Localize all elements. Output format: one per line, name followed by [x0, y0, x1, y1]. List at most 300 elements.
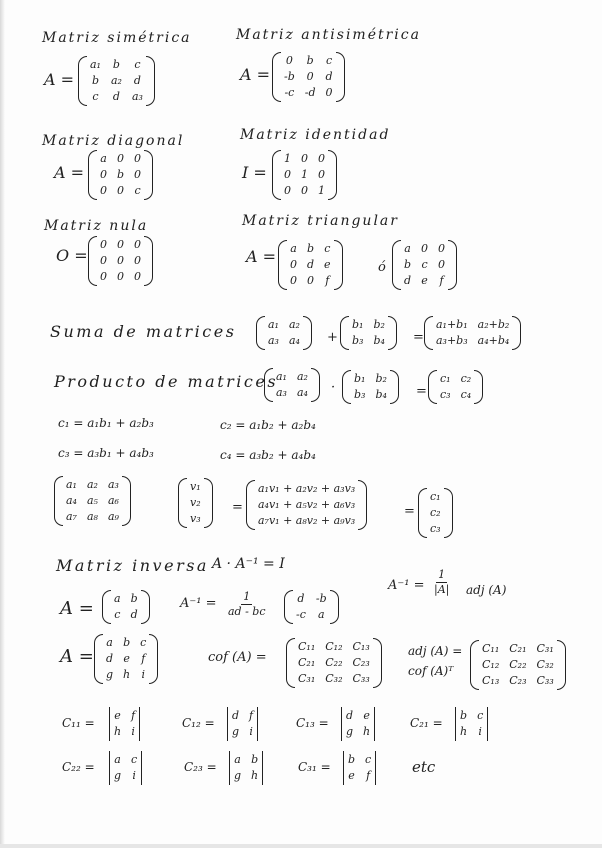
matrix-entry: g — [106, 668, 114, 681]
matrix-entry: a₁ — [276, 370, 287, 383]
matrix-entry: b — [123, 636, 131, 649]
bracket-left — [88, 236, 97, 286]
matrix-entry: 0 — [438, 258, 446, 271]
matrix-entry: a₁ — [268, 318, 279, 331]
matrix-entry: C₁₂ — [482, 658, 500, 671]
bracket-right — [374, 707, 375, 741]
matrix-entry: C₁₃ — [482, 674, 500, 687]
matrix-entry: C₁₂ — [325, 640, 343, 653]
matrix-entries — [111, 707, 138, 741]
bracket-left — [227, 707, 228, 741]
bracket-left — [392, 240, 401, 290]
matrix-entry: a₇ — [66, 510, 77, 523]
matrix-entry: -d — [304, 86, 316, 99]
matrix-entries — [273, 368, 311, 402]
cofactor-c23-determinant — [228, 751, 264, 785]
cofactor-c21-label: C₂₁ = — [410, 716, 443, 730]
sum-equals: = — [413, 330, 424, 345]
inverse-general-lhs: A⁻¹ = — [388, 578, 425, 593]
matrix-entry: b₄ — [373, 334, 385, 347]
matrix-entry: a — [404, 242, 411, 255]
matrix-entry: 0 — [325, 86, 333, 99]
matrix-entry: b — [348, 753, 356, 766]
symmetric-matrix — [78, 56, 155, 106]
matrix-entry: c — [421, 258, 428, 271]
sum-matrix-result — [424, 316, 521, 350]
matrix-entry: 0 — [318, 168, 325, 181]
matrix-entry: c — [134, 184, 141, 197]
bracket-right — [144, 236, 153, 286]
identity-lhs: I = — [242, 163, 267, 182]
matrix-entries — [457, 707, 486, 741]
bracket-left — [286, 638, 295, 688]
null-lhs: O = — [56, 246, 88, 265]
identity-matrix — [272, 150, 337, 200]
matrix-entry: v₂ — [190, 496, 201, 509]
product-matrix-result — [428, 370, 483, 404]
matrix-entry: i — [478, 725, 482, 738]
matrix-entry: b — [117, 168, 125, 181]
matrix-entry: h — [251, 769, 259, 782]
matrix-entry: f — [141, 652, 146, 665]
matrix-entry: d — [133, 74, 141, 87]
inverse-2x2-fraction — [228, 590, 266, 619]
bracket-left — [229, 751, 230, 785]
product-c4: c₄ = a₃b₂ + a₄b₄ — [220, 448, 316, 462]
matrix-entry: c — [131, 753, 138, 766]
product-matrix-vector-result — [246, 480, 367, 530]
heading-sum: Suma de matrices — [50, 322, 237, 341]
matrix-entry: b₁ — [354, 372, 366, 385]
matrix-entry: C₂₂ — [509, 658, 527, 671]
matrix-entry: a₄ — [66, 494, 77, 507]
bracket-right — [139, 707, 140, 741]
matrix-entry: C₂₂ — [325, 656, 343, 669]
inverse-general-denominator: |A| — [434, 583, 450, 596]
matrix-entry: 0 — [290, 274, 297, 287]
matrix-entry: a₃ — [276, 386, 287, 399]
matrix-entry: h — [363, 725, 371, 738]
bracket-right — [262, 751, 263, 785]
matrix-entries — [265, 316, 303, 350]
matrix-entry: a₄+b₄ — [477, 334, 510, 347]
matrix-entries — [103, 634, 149, 684]
bracket-right — [390, 370, 399, 404]
matrix-entry: C₂₁ — [298, 656, 316, 669]
matrix-entry: b — [307, 242, 315, 255]
matrix-entry: b — [251, 753, 259, 766]
matrix-entry: a — [290, 242, 297, 255]
matrix-entry: c — [324, 242, 331, 255]
matrix-entry: f — [439, 274, 444, 287]
matrix-entry: a₁ — [90, 58, 101, 71]
matrix-entries — [351, 370, 390, 404]
antisymmetric-lhs: A = — [240, 65, 271, 84]
matrix-entry: a₂+b₂ — [477, 318, 510, 331]
bracket-left — [341, 707, 342, 741]
product-matrix-3x3 — [54, 476, 131, 526]
matrix-entries — [97, 150, 144, 200]
diagonal-lhs: A = — [54, 163, 85, 182]
etc-note: etc — [412, 758, 436, 776]
bracket-left — [343, 751, 344, 785]
product-mv-equals: = — [232, 500, 243, 515]
matrix-entry: d — [106, 652, 114, 665]
product-dot: · — [331, 380, 336, 395]
triangular-lhs: A = — [246, 247, 277, 266]
bracket-right — [373, 638, 382, 688]
inverse-2x2-lhs: A = — [60, 598, 94, 619]
matrix-entry: d — [404, 274, 412, 287]
matrix-entry: e — [114, 709, 121, 722]
matrix-entry: a₁+b₁ — [436, 318, 468, 331]
matrix-entries — [293, 590, 330, 624]
heading-product: Producto de matrices — [54, 372, 279, 391]
cofactor-c31-label: C₃₁ = — [298, 760, 331, 774]
matrix-entry: b — [460, 709, 468, 722]
matrix-entry: 0 — [100, 184, 107, 197]
inverse-2x2-matrix — [102, 590, 150, 624]
matrix-entry: a₈ — [86, 510, 98, 523]
matrix-entries — [87, 56, 146, 106]
product-matrix-b — [342, 370, 399, 404]
bracket-right — [512, 316, 521, 350]
cofactor-c13-determinant — [340, 707, 376, 741]
adjugate-matrix — [470, 640, 566, 690]
matrix-entry: c₃ — [440, 388, 451, 401]
matrix-entry: C₂₃ — [509, 674, 527, 687]
cofactor-matrix — [286, 638, 382, 688]
matrix-entry: a — [106, 636, 113, 649]
matrix-entries — [479, 640, 557, 690]
heading-antisymmetric: Matriz antisimétrica — [236, 27, 421, 43]
matrix-entry: 0 — [100, 270, 107, 283]
matrix-entry: C₂₁ — [509, 642, 527, 655]
matrix-entry: 0 — [100, 254, 107, 267]
heading-inverse: Matriz inversa — [56, 556, 209, 575]
bracket-left — [272, 52, 281, 102]
matrix-entry: e — [363, 709, 370, 722]
matrix-entry: i — [132, 769, 136, 782]
page-bottom-edge — [0, 844, 602, 848]
bracket-left — [272, 150, 281, 200]
bracket-left — [109, 751, 110, 785]
cofactor-c12-label: C₁₂ = — [182, 716, 215, 730]
matrix-entry: b — [130, 592, 138, 605]
matrix-entries — [295, 638, 373, 688]
matrix-entry: d — [112, 90, 120, 103]
matrix-entries — [437, 370, 474, 404]
matrix-entry: a — [114, 592, 121, 605]
matrix-entries — [427, 488, 444, 538]
matrix-entry: c — [114, 608, 121, 621]
matrix-entry: c₂ — [430, 506, 441, 519]
matrix-entry: e — [421, 274, 428, 287]
bracket-right — [204, 478, 213, 528]
bracket-right — [557, 640, 566, 690]
matrix-entry: c — [134, 58, 141, 71]
matrix-entry: a₃ — [131, 90, 143, 103]
diagonal-matrix — [88, 150, 153, 200]
matrix-entry: d — [325, 70, 333, 83]
matrix-entries — [287, 240, 334, 290]
matrix-entry: 0 — [284, 184, 291, 197]
product-vector-c — [418, 488, 453, 538]
cofactor-c22-determinant — [108, 751, 143, 785]
matrix-entries — [187, 478, 204, 528]
matrix-entries — [281, 52, 336, 102]
matrix-entries — [63, 476, 122, 526]
matrix-entries — [97, 236, 144, 286]
matrix-entry: a₅ — [86, 494, 98, 507]
heading-diagonal: Matriz diagonal — [42, 133, 185, 149]
matrix-entry: -b — [284, 70, 295, 83]
matrix-entry: 0 — [117, 254, 124, 267]
bracket-right — [487, 707, 488, 741]
bracket-left — [246, 480, 255, 530]
matrix-entry: f — [366, 769, 371, 782]
matrix-entry: 0 — [134, 270, 141, 283]
cofactor-c23-label: C₂₃ = — [184, 760, 217, 774]
matrix-entry: c — [92, 90, 99, 103]
adjugate-lhs: adj (A) = — [408, 644, 463, 658]
bracket-left — [264, 368, 273, 402]
matrix-entry: 0 — [117, 270, 124, 283]
bracket-right — [122, 476, 131, 526]
triangular-or: ó — [378, 260, 386, 275]
matrix-entry: 1 — [318, 184, 325, 197]
inverse-relation: A · A⁻¹ = I — [212, 556, 285, 572]
matrix-entry: a₄ — [288, 334, 300, 347]
matrix-entries — [229, 707, 256, 741]
sum-matrix-b — [340, 316, 397, 350]
matrix-entries — [433, 316, 512, 350]
antisymmetric-matrix — [272, 52, 345, 102]
cofactor-lhs: cof (A) = — [208, 650, 267, 665]
matrix-entry: C₃₁ — [298, 672, 316, 685]
bracket-left — [424, 316, 433, 350]
triangular-lower-matrix — [392, 240, 457, 290]
matrix-entry: g — [114, 769, 122, 782]
matrix-entry: f — [325, 274, 330, 287]
matrix-entry: i — [249, 725, 253, 738]
matrix-entry: g — [232, 725, 240, 738]
matrix-entries — [281, 150, 328, 200]
matrix-entry: g — [234, 769, 242, 782]
matrix-entry: -c — [296, 608, 306, 621]
matrix-entry: e — [123, 652, 130, 665]
bracket-right — [334, 240, 343, 290]
product-vector-v — [178, 478, 213, 528]
bracket-right — [330, 590, 339, 624]
matrix-entry: 0 — [318, 152, 325, 165]
matrix-entry: b — [91, 74, 99, 87]
bracket-left — [340, 316, 349, 350]
matrix-entry: a₇v₁ + a₈v₂ + a₉v₃ — [258, 514, 356, 527]
matrix-entry: h — [460, 725, 468, 738]
matrix-entries — [231, 751, 261, 785]
cofactor-c11-label: C₁₁ = — [62, 716, 95, 730]
matrix-entry: a₃ — [107, 478, 119, 491]
matrix-entry: e — [348, 769, 355, 782]
matrix-entry: d — [130, 608, 138, 621]
matrix-entry: c₄ — [460, 388, 472, 401]
bracket-left — [94, 634, 103, 684]
matrix-entry: a₉ — [107, 510, 119, 523]
matrix-entries — [349, 316, 388, 350]
matrix-entry: h — [123, 668, 131, 681]
matrix-entry: 0 — [301, 184, 308, 197]
matrix-entry: v₁ — [190, 480, 201, 493]
inverse-2x2-denominator: ad - bc — [228, 605, 266, 618]
matrix-entry: 1 — [301, 168, 308, 181]
matrix-entry: e — [324, 258, 331, 271]
matrix-entry: a₁ — [66, 478, 77, 491]
matrix-entry: C₁₁ — [482, 642, 500, 655]
matrix-entry: 0 — [290, 258, 297, 271]
matrix-entries — [401, 240, 448, 290]
product-cv-equals: = — [404, 504, 415, 519]
cofactor-c13-label: C₁₃ = — [296, 716, 329, 730]
matrix-entry: b — [112, 58, 120, 71]
matrix-entry: b₂ — [373, 318, 385, 331]
matrix-entry: c₂ — [460, 372, 472, 385]
page-left-edge — [0, 0, 5, 848]
matrix-entry: a₆ — [107, 494, 119, 507]
bracket-right — [448, 240, 457, 290]
matrix-entry: C₁₃ — [352, 640, 370, 653]
matrix-entry: 0 — [421, 242, 429, 255]
matrix-entries — [255, 480, 358, 530]
bracket-right — [388, 316, 397, 350]
matrix-entries — [345, 751, 374, 785]
triangular-upper-matrix — [278, 240, 343, 290]
bracket-left — [418, 488, 427, 538]
cofactor-c21-determinant — [454, 707, 489, 741]
product-c2: c₂ = a₁b₂ + a₂b₄ — [220, 418, 316, 432]
matrix-entry: b — [306, 54, 314, 67]
bracket-left — [256, 316, 265, 350]
bracket-right — [444, 488, 453, 538]
sum-matrix-a — [256, 316, 312, 350]
matrix-entry: 0 — [307, 274, 315, 287]
matrix-entries — [343, 707, 373, 741]
matrix-entry: C₃₂ — [325, 672, 343, 685]
bracket-right — [358, 480, 367, 530]
cofactor-c12-determinant — [226, 707, 259, 741]
matrix-entries — [111, 751, 140, 785]
heading-null: Matriz nula — [44, 218, 149, 234]
matrix-entry: i — [141, 668, 145, 681]
matrix-entry: c — [477, 709, 484, 722]
matrix-entry: a₃+b₃ — [436, 334, 468, 347]
matrix-entry: a₂ — [288, 318, 300, 331]
bracket-right — [144, 150, 153, 200]
matrix-entry: c — [365, 753, 372, 766]
cofactor-c22-label: C₂₂ = — [62, 760, 95, 774]
matrix-entry: d — [297, 592, 305, 605]
inverse-general-adj: adj (A) — [466, 583, 507, 597]
heading-triangular: Matriz triangular — [242, 213, 399, 229]
matrix-entry: -c — [284, 86, 295, 99]
matrix-entry: b₃ — [352, 334, 364, 347]
bracket-left — [88, 150, 97, 200]
inverse-2x2-inv-lhs: A⁻¹ = — [180, 596, 217, 611]
bracket-right — [257, 707, 258, 741]
matrix-entry: c₁ — [440, 372, 451, 385]
bracket-right — [328, 150, 337, 200]
bracket-right — [375, 751, 376, 785]
matrix-entry: 0 — [100, 238, 107, 251]
matrix-entry: g — [346, 725, 354, 738]
matrix-entry: 0 — [438, 242, 446, 255]
matrix-entry: d — [346, 709, 354, 722]
adjugate-transpose: cof (A)ᵀ — [408, 664, 454, 678]
matrix-entry: c — [325, 54, 333, 67]
product-c3: c₃ = a₃b₁ + a₄b₃ — [58, 446, 154, 460]
matrix-entry: d — [307, 258, 315, 271]
matrix-entry: a₂ — [110, 74, 122, 87]
product-equals: = — [416, 384, 427, 399]
matrix-entry: c₁ — [430, 490, 441, 503]
matrix-entry: 0 — [284, 168, 291, 181]
product-matrix-a — [264, 368, 320, 402]
matrix-entry: C₃₂ — [536, 658, 554, 671]
matrix-entry: i — [131, 725, 135, 738]
bracket-left — [102, 590, 111, 624]
bracket-left — [284, 590, 293, 624]
matrix-entry: a — [234, 753, 241, 766]
bracket-left — [278, 240, 287, 290]
matrix-entry: C₃₃ — [352, 672, 370, 685]
matrix-entries — [111, 590, 141, 624]
matrix-entry: f — [249, 709, 254, 722]
heading-symmetric: Matriz simétrica — [42, 30, 192, 46]
bracket-left — [428, 370, 437, 404]
bracket-right — [146, 56, 155, 106]
inverse-3x3-matrix — [94, 634, 158, 684]
matrix-entry: v₃ — [190, 512, 201, 525]
bracket-right — [141, 751, 142, 785]
bracket-left — [109, 707, 110, 741]
matrix-entry: a₄v₁ + a₅v₂ + a₆v₃ — [258, 498, 356, 511]
matrix-entry: 0 — [134, 168, 142, 181]
null-matrix — [88, 236, 153, 286]
bracket-left — [54, 476, 63, 526]
bracket-right — [474, 370, 483, 404]
matrix-entry: b — [404, 258, 412, 271]
matrix-entry: C₁₁ — [298, 640, 316, 653]
matrix-entry: C₂₃ — [352, 656, 370, 669]
matrix-entry: a₃ — [268, 334, 279, 347]
cofactor-c11-determinant — [108, 707, 141, 741]
product-c1: c₁ = a₁b₁ + a₂b₃ — [58, 416, 154, 430]
cofactor-c31-determinant — [342, 751, 377, 785]
symmetric-lhs: A = — [44, 70, 75, 89]
matrix-entry: a₂ — [86, 478, 98, 491]
matrix-entry: f — [131, 709, 136, 722]
bracket-left — [455, 707, 456, 741]
heading-identity: Matriz identidad — [240, 127, 391, 143]
matrix-entry: 0 — [301, 152, 308, 165]
inverse-3x3-lhs: A = — [60, 646, 94, 667]
matrix-entry: h — [114, 725, 122, 738]
matrix-entry: C₃₃ — [536, 674, 554, 687]
matrix-entry: c — [140, 636, 147, 649]
matrix-entry: b₂ — [375, 372, 387, 385]
matrix-entry: 0 — [285, 54, 293, 67]
matrix-entry: a₂ — [296, 370, 308, 383]
